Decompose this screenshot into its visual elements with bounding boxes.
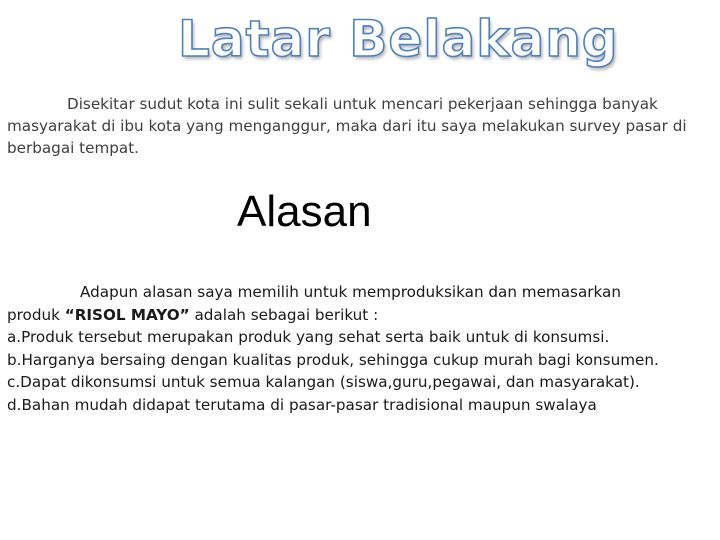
intro-paragraph xyxy=(7,93,713,159)
section-heading: Alasan xyxy=(237,187,372,236)
reason-item-a: a.Produk tersebut merupakan produk yang sehat serta baik untuk di konsumsi. xyxy=(7,328,610,346)
slide-title: Latar Belakang xyxy=(178,10,619,68)
product-name: “RISOL MAYO” xyxy=(64,305,190,324)
lead-prefix: produk xyxy=(7,305,65,324)
reason-item-c: c.Dapat dikonsumsi untuk semua kalangan (siswa,guru,pegawai, dan masyarakat). xyxy=(7,373,640,391)
lead-suffix: adalah sebagai berikut : xyxy=(189,305,379,324)
intro-text: Disekitar sudut kota ini sulit sekali untuk mencari pekerjaan sehingga banyak masyarakat di ibu kota yang menganggur, maka dari itu saya melakukan survey pasar di berbagai tempat. xyxy=(7,95,687,157)
reasons-paragraph xyxy=(7,281,713,416)
reasons-lead-line: Adapun alasan saya memilih untuk memproduksikan dan memasarkan xyxy=(80,283,621,301)
reason-item-d: d.Bahan mudah didapat terutama di pasar-pasar tradisional maupun swalaya xyxy=(7,395,597,414)
reason-item-b: b.Harganya bersaing dengan kualitas produk, sehingga cukup murah bagi konsumen. xyxy=(7,350,659,369)
reasons-lead-line-2 xyxy=(7,304,713,327)
